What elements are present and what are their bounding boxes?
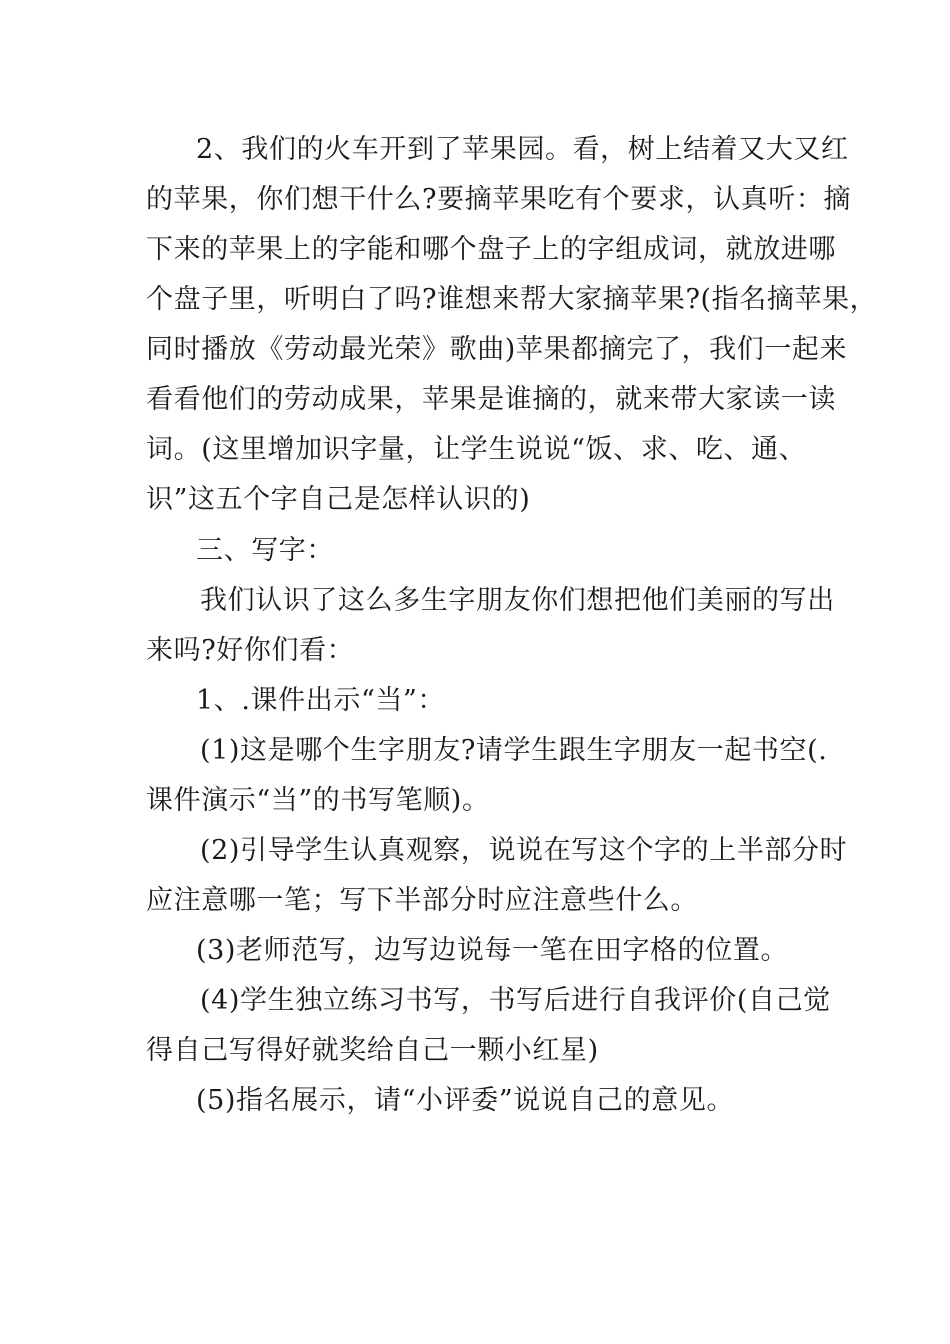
paragraph-apple-orchard-line-7: 词。(这里增加识字量，让学生说说“饭、求、吃、通、 bbox=[146, 434, 807, 465]
step-1-item-5: (5)指名展示，请“小评委”说说自己的意见。 bbox=[196, 1085, 735, 1116]
section-heading-writing: 三、写字： bbox=[196, 535, 334, 566]
step-1-item-4-line-1: (4)学生独立练习书写，书写后进行自我评价(自己觉 bbox=[200, 985, 831, 1016]
step-1-heading: 1、.课件出示“当”： bbox=[196, 685, 445, 716]
paragraph-apple-orchard-line-1: 2、我们的火车开到了苹果园。看，树上结着又大又红 bbox=[196, 134, 849, 165]
step-1-item-1-line-2: 课件演示“当”的书写笔顺)。 bbox=[146, 785, 490, 816]
paragraph-apple-orchard-line-4: 个盘子里，听明白了吗?谁想来帮大家摘苹果?(指名摘苹果， bbox=[146, 284, 878, 315]
paragraph-apple-orchard-line-5: 同时播放《劳动最光荣》歌曲)苹果都摘完了，我们一起来 bbox=[146, 334, 848, 365]
paragraph-intro-line-1: 我们认识了这么多生字朋友你们想把他们美丽的写出 bbox=[200, 585, 835, 616]
paragraph-apple-orchard-line-2: 的苹果，你们想干什么?要摘苹果吃有个要求，认真听：摘 bbox=[146, 184, 852, 215]
step-1-item-2-line-1: (2)引导学生认真观察，说说在写这个字的上半部分时 bbox=[200, 835, 848, 866]
paragraph-apple-orchard-line-3: 下来的苹果上的字能和哪个盘子上的字组成词，就放进哪 bbox=[146, 234, 836, 265]
step-1-item-3: (3)老师范写，边写边说每一笔在田字格的位置。 bbox=[196, 935, 789, 966]
step-1-item-1-line-1: (1)这是哪个生字朋友?请学生跟生字朋友一起书空(. bbox=[200, 735, 828, 766]
paragraph-intro-line-2: 来吗?好你们看： bbox=[146, 635, 355, 666]
paragraph-apple-orchard-line-6: 看看他们的劳动成果，苹果是谁摘的，就来带大家读一读 bbox=[146, 384, 836, 415]
step-1-item-2-line-2: 应注意哪一笔；写下半部分时应注意些什么。 bbox=[146, 885, 698, 916]
paragraph-apple-orchard-line-8: 识”这五个字自己是怎样认识的) bbox=[146, 484, 531, 515]
step-1-item-4-line-2: 得自己写得好就奖给自己一颗小红星) bbox=[146, 1035, 599, 1066]
